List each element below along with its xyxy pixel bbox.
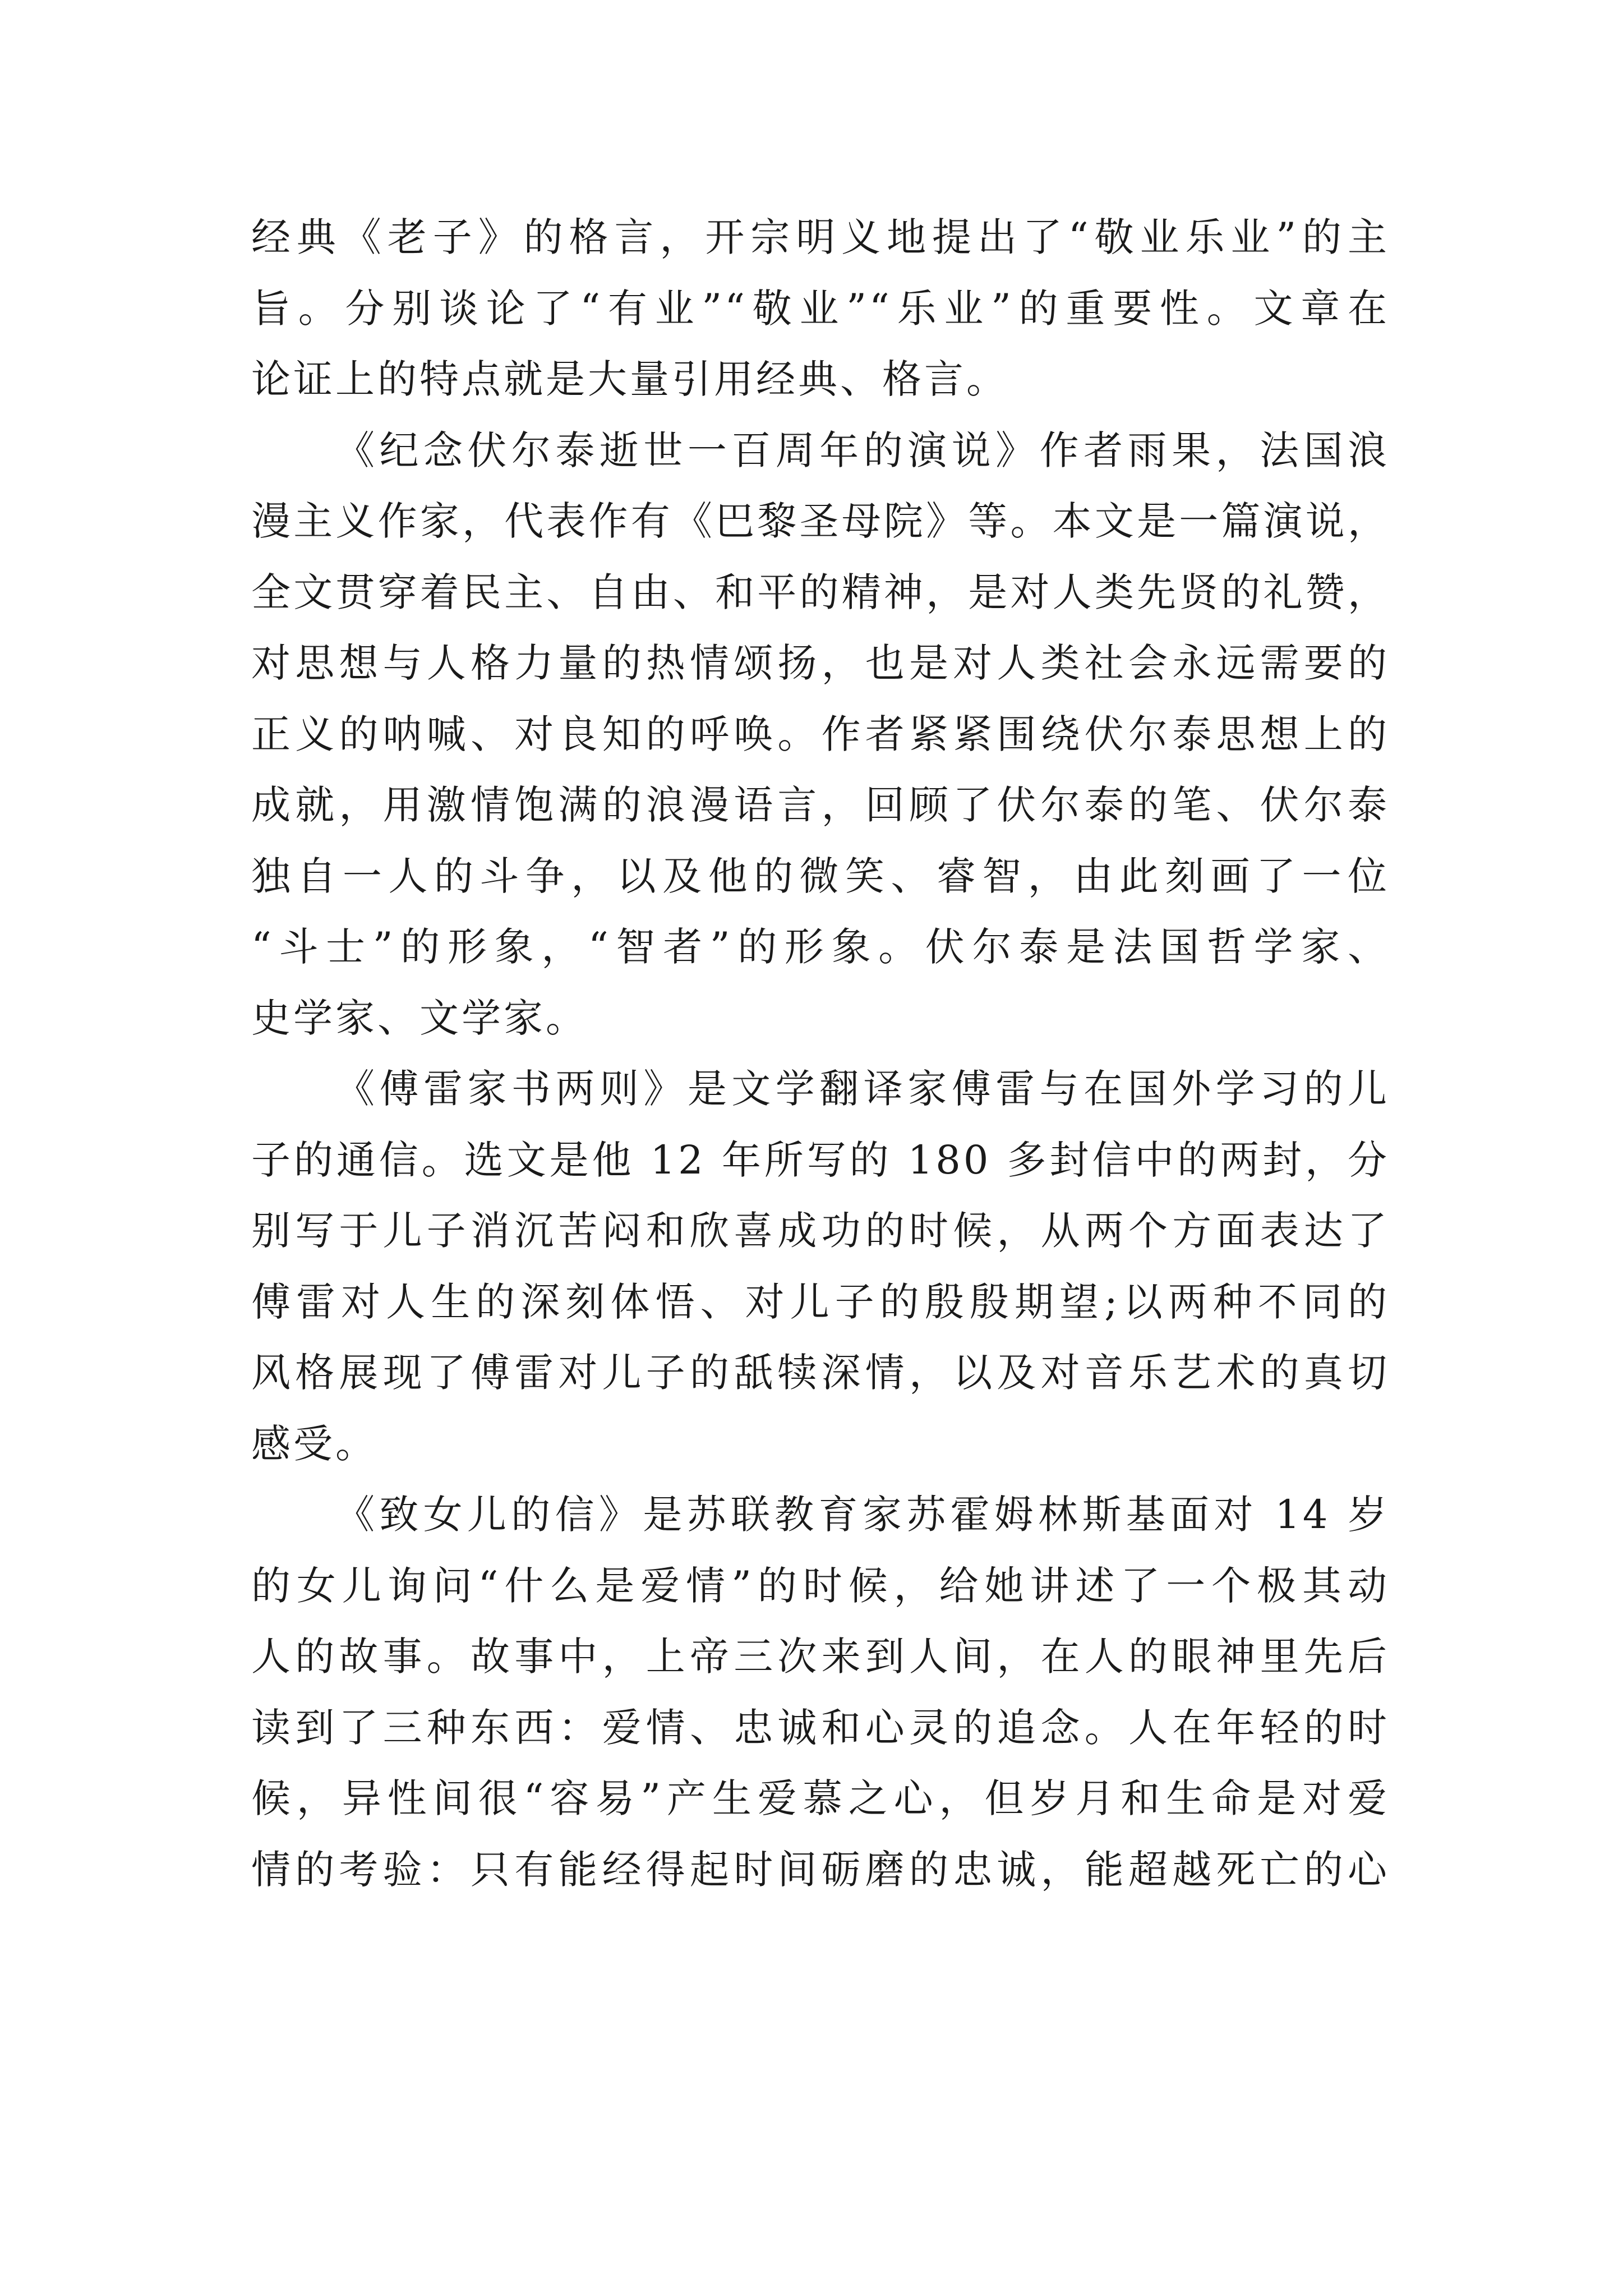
text-line: 候，异性间很“容易”产生爱慕之心，但岁月和生命是对爱 [251, 1775, 1390, 1821]
text-line: 论证上的特点就是大量引用经典、格言。 [251, 356, 1008, 402]
paragraph-voltaire-speech [251, 415, 1390, 1054]
text-line: 漫主义作家，代表作有《巴黎圣母院》等。本文是一篇演说， [251, 498, 1390, 544]
paragraph-letter-to-daughter [251, 1479, 1390, 1905]
text-line: 别写于儿子消沉苦闷和欣喜成功的时候，从两个方面表达了 [251, 1208, 1390, 1254]
text-line: 旨。分别谈论了“有业”“敬业”“乐业”的重要性。文章在 [251, 285, 1390, 332]
text-line: 正义的呐喊、对良知的呼唤。作者紧紧围绕伏尔泰思想上的 [251, 711, 1390, 757]
paragraph-laozi-summary [251, 202, 1390, 415]
text-line: 史学家、文学家。 [251, 995, 588, 1041]
text-line: 人的故事。故事中，上帝三次来到人间，在人的眼神里先后 [251, 1634, 1390, 1680]
text-line: 独自一人的斗争，以及他的微笑、睿智，由此刻画了一位 [251, 853, 1390, 899]
text-line: 感受。 [251, 1420, 377, 1467]
text-line: 《傅雷家书两则》是文学翻译家傅雷与在国外学习的儿 [335, 1066, 1390, 1112]
text-line: 的女儿询问“什么是爱情”的时候，给她讲述了一个极其动 [251, 1562, 1390, 1609]
document-body [251, 202, 1390, 1905]
text-line: 傅雷对人生的深刻体悟、对儿子的殷殷期望;以两种不同的 [251, 1278, 1390, 1325]
text-line: “斗士”的形象，“智者”的形象。伏尔泰是法国哲学家、 [251, 924, 1390, 970]
text-line: 《致女儿的信》是苏联教育家苏霍姆林斯基面对 14 岁 [335, 1492, 1390, 1538]
text-line: 成就，用激情饱满的浪漫语言，回顾了伏尔泰的笔、伏尔泰 [251, 782, 1390, 828]
text-line: 《纪念伏尔泰逝世一百周年的演说》作者雨果，法国浪 [335, 427, 1390, 473]
text-line: 对思想与人格力量的热情颂扬，也是对人类社会永远需要的 [251, 640, 1390, 686]
paragraph-fulei-letters [251, 1053, 1390, 1479]
text-line: 风格展现了傅雷对儿子的舐犊深情，以及对音乐艺术的真切 [251, 1350, 1390, 1396]
text-line: 经典《老子》的格言，开宗明义地提出了“敬业乐业”的主 [251, 214, 1390, 260]
text-line: 情的考验：只有能经得起时间砺磨的忠诚，能超越死亡的心 [251, 1846, 1390, 1893]
text-line: 读到了三种东西：爱情、忠诚和心灵的追念。人在年轻的时 [251, 1704, 1390, 1751]
text-line: 全文贯穿着民主、自由、和平的精神，是对人类先贤的礼赞， [251, 569, 1390, 615]
text-line: 子的通信。选文是他 12 年所写的 180 多封信中的两封，分 [251, 1137, 1390, 1183]
